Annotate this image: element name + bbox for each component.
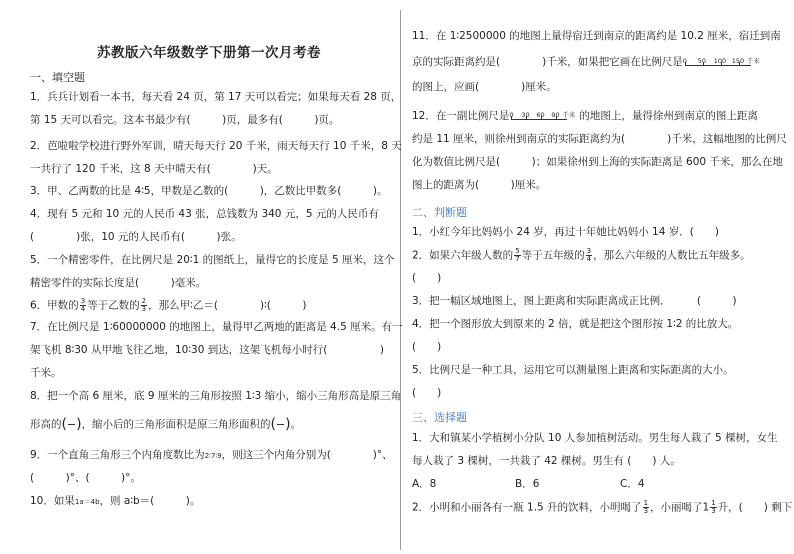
question-12-line-3: 化为数值比例尺是( )；如果徐州到上海的实际距离是 600 千米，那么在地 [412, 156, 783, 168]
choice-2-suffix: 升，( ) 剩下 [717, 501, 793, 514]
question-11-line-3: 的图上，应画( )厘米。 [412, 81, 557, 93]
judge-5-line-2: ( ) [412, 387, 442, 399]
question-12-line-2: 约是 11 厘米，则徐州到南京的实际距离约为( )千米，这幅地图的比例尺 [412, 133, 787, 145]
question-8-line-1: 8．把一个高 6 厘米，底 9 厘米的三角形按照 1∶3 缩小，缩小三角形高是原三角 [30, 390, 402, 402]
question-5-line-1: 5．一个精密零件，在比例尺是 20∶1 的图纸上，量得它的长度是 5 厘米，这个 [30, 254, 395, 266]
question-11-line-1: 11．在 1∶2500000 的地图上量得宿迁到南京的距离约是 10.2 厘米，宿迁到南 [412, 30, 781, 42]
judge-4-line-2: ( ) [412, 341, 442, 353]
question-8-middle: ，缩小后的三角形面积是原三角形面积的 [81, 418, 271, 431]
question-1-line-1: 1．兵兵计划看一本书，每天看 24 页，第 17 天可以看完；如果每天看 28 页， [30, 91, 402, 103]
choice-1-option-b: B．6 [515, 478, 540, 490]
judge-2-prefix: 2．如果六年级人数的 [412, 249, 514, 262]
blank-fraction-2: ( ) [270, 416, 291, 433]
question-9-suffix: ，则这三个内角分别为( )°、 [221, 449, 393, 461]
section-judge-heading: 二、判断题 [412, 206, 467, 219]
question-12-line-4: 图上的距离为( )厘米。 [412, 179, 547, 191]
choice-2-line-1 [412, 500, 792, 515]
question-9-prefix: 9．一个直角三角形三个内角度数比为 [30, 449, 205, 461]
question-12-line-1 [412, 109, 758, 123]
section-fill-heading: 一、填空题 [30, 71, 85, 84]
judge-1: 1．小红今年比妈妈小 24 岁，再过十年她比妈妈小 14 岁．( ) [412, 226, 719, 238]
choice-1-line-1: 1．大和镇某小学植树小分队 10 人参加植树活动。男生每人栽了 5 棵树，女生 [412, 432, 778, 444]
judge-4-line-1: 4．把一个图形放大到原来的 2 倍，就是把这个图形按 1∶2 的比放大。 [412, 318, 739, 330]
fraction-3-4: $\frac{3}{4}$ [80, 297, 86, 313]
question-9-line-1 [30, 448, 393, 463]
question-11-prefix: 京的实际距离约是( )千米，如果把它画在比例尺是 [412, 56, 683, 68]
judge-5-line-1: 5．比例尺是一种工具，运用它可以测量图上距离和实际距离的大小。 [412, 364, 734, 376]
mixed-number-whole: 1 [702, 501, 710, 514]
choice-1-line-2: 每人栽了 3 棵树，一共栽了 42 棵树。男生有 ( ) 人。 [412, 455, 681, 467]
fraction-2-3: $\frac{2}{3}$ [141, 297, 147, 313]
question-12-suffix: 的地图上，量得徐州到南京的图上距离 [579, 110, 758, 122]
question-9-line-2: ( )°、( )°。 [30, 472, 141, 484]
question-6-prefix: 6．甲数的 [30, 299, 79, 312]
question-10-prefix: 10．如果 [30, 495, 75, 507]
question-10-equation: 1a＝4b [74, 498, 100, 506]
question-12-prefix: 12．在一副比例尺是 [412, 110, 510, 122]
question-1-line-2: 第 15 天可以看完。这本书最少有( )页，最多有( )页。 [30, 114, 340, 126]
question-8-suffix: 。 [290, 418, 302, 431]
question-5-line-2: 精密零件的实际长度是( )毫米。 [30, 277, 207, 289]
question-9-ratio: 2∶7∶9 [204, 452, 222, 460]
judge-2-line-2: ( ) [412, 272, 442, 284]
question-11-line-2 [412, 55, 763, 69]
question-3: 3．甲、乙两数的比是 4∶5，甲数是乙数的( )，乙数比甲数多( )。 [30, 185, 388, 197]
choice-1-option-c: C．4 [620, 478, 645, 490]
judge-2-middle: 等于五年级的 [521, 249, 585, 262]
choice-2-prefix: 2．小明和小丽各有一瓶 1.5 升的饮料，小明喝了 [412, 501, 642, 514]
judge-3: 3．把一幅区域地图上，图上距离和实际距离成正比例． ( ) [412, 295, 737, 307]
fraction-1-3: $\frac{1}{3}$ [643, 499, 649, 515]
fraction-5-7: $\frac{5}{7}$ [515, 247, 520, 263]
question-10-suffix: ，则 a∶b＝( )。 [99, 495, 201, 507]
question-8-line-2 [30, 417, 301, 432]
question-6-middle: 等于乙数的 [87, 299, 140, 312]
judge-2-line-1 [412, 248, 751, 263]
scale-bar-30km: 0 30 60 90 千米 [509, 111, 576, 119]
choice-2-middle: ，小丽喝了 [650, 501, 703, 514]
question-4-line-2: ( )张，10 元的人民币有( )张。 [30, 231, 242, 243]
question-7-line-1: 7．在比例尺是 1∶60000000 的地图上，量得甲乙两地的距离是 4.5 厘米。有一 [30, 321, 403, 333]
question-6-suffix: ，那么甲∶乙＝( )∶( ) [148, 299, 307, 312]
question-4-line-1: 4．现有 5 元和 10 元的人民币 43 张，总钱数为 340 元，5 元的人民币有 [30, 208, 379, 220]
question-2-line-2: 一共行了 120 千米，这 8 天中晴天有( )天。 [30, 163, 278, 175]
blank-fraction-1: ( ) [61, 416, 82, 433]
page-title: 苏教版六年级数学下册第一次月考卷 [97, 45, 321, 61]
question-10 [30, 494, 200, 509]
question-6 [30, 298, 306, 313]
choice-1-option-a: A．8 [412, 478, 437, 490]
question-2-line-1: 2．芭啦啦学校进行野外军训，晴天每天行 20 千米，雨天每天行 10 千米，8 天 [30, 140, 402, 152]
question-7-line-2: 架飞机 8∶30 从甲地飞往乙地，10∶30 到达，这架飞机每小时行( ) [30, 344, 384, 356]
scale-bar-50km: 0 50 100 150 千米 [682, 57, 760, 65]
question-8-prefix: 形高的 [30, 418, 62, 431]
judge-2-suffix: ，那么六年级的人数比五年级多。 [593, 249, 751, 262]
question-7-line-3: 千米。 [30, 367, 62, 379]
fraction-3-4: $\frac{3}{4}$ [586, 247, 592, 263]
fraction-1-3-mixed: $\frac{1}{3}$ [711, 499, 716, 515]
section-choice-heading: 三、选择题 [412, 411, 467, 424]
